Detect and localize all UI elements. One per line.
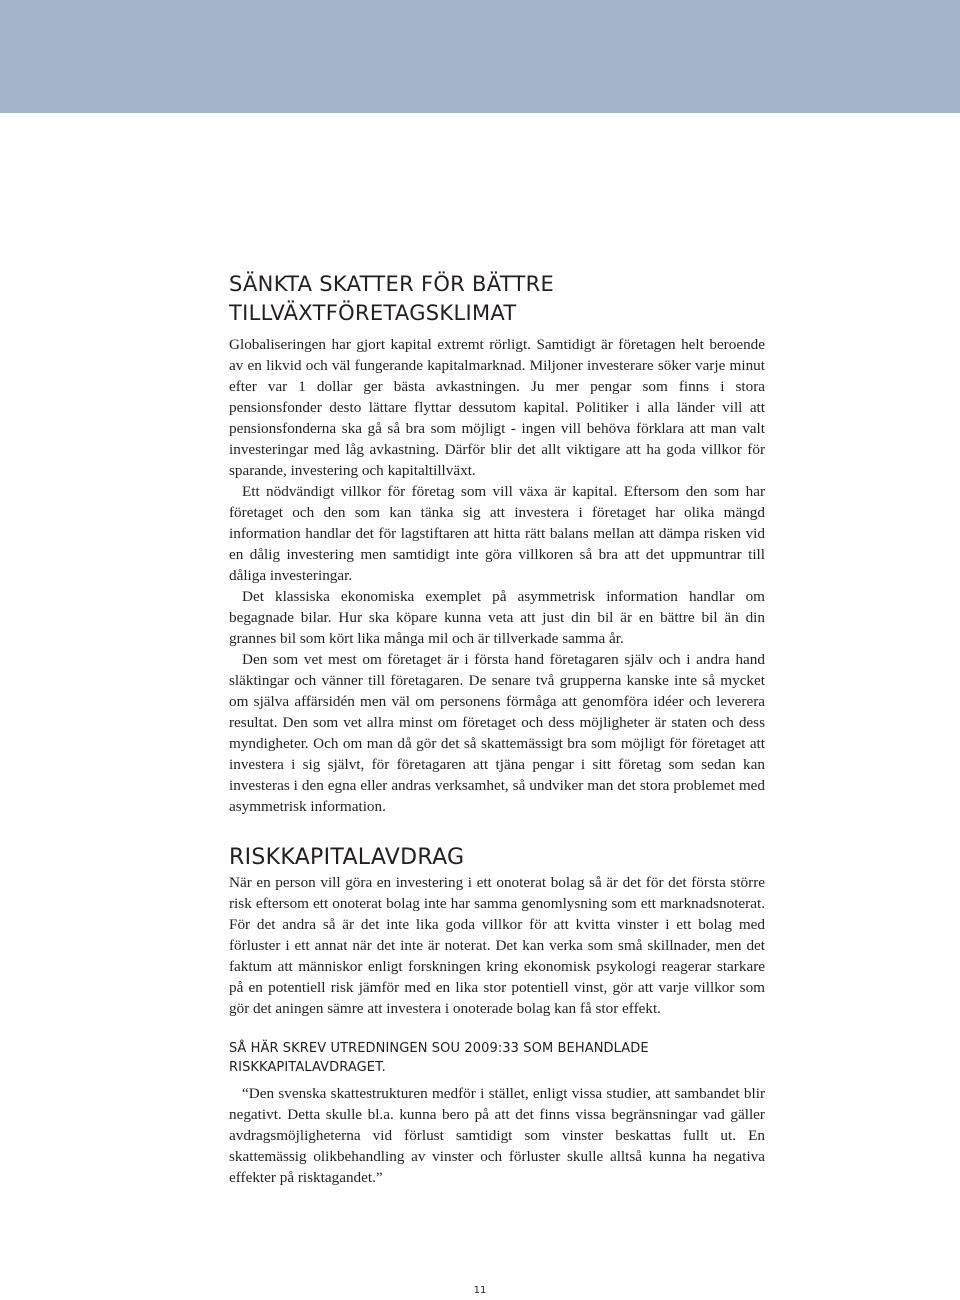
page-number: 11 [473,1285,487,1296]
header-color-band [0,0,960,113]
section-heading-risk-capital: RISKKAPITALAVDRAG [229,845,465,870]
paragraph: Ett nödvändigt villkor för företag som vill växa är kapital. Eftersom den som har företaget och den som kan tänka sig att investera i företaget har olika mängd information handlar det för lagstiftaren att hitta rätt balans mellan att dämpa risken vid en dålig investering men samtidigt inte göra villkoren så bra att det uppmuntrar till dåliga investeringar. [229,483,765,584]
section-heading-tax [229,270,765,328]
subheading-line-1: SÅ HÄR SKREV UTREDNINGEN SOU 2009:33 SOM BEHANDLADE [229,1041,649,1056]
paragraph: Den som vet mest om företaget är i första hand företagaren själv och i andra hand släktingar och vänner till företagaren. De senare två grupperna kanske inte så mycket om själva affärsidén men väl om personens förmåga att genomföra idéer och leverera resultat. Den som vet allra minst om företaget och dess möjligheter är staten och dess myndigheter. Och om man då gör det så skattemässigt bra som möjligt för företaget att investera i sig självt, för företagaren att tjäna pengar i sitt företag som sedan kan investeras i den egna eller andras verksamhet, så undviker man det stora problemet med asymmetrisk information. [229,651,765,815]
subheading-line-2: RISKKAPITALAVDRAGET. [229,1060,386,1075]
article-body [229,270,765,1188]
paragraph: Det klassiska ekonomiska exemplet på asymmetrisk information handlar om begagnade bilar. Hur ska köpare kunna veta att just din bil är en bättre bil än din grannes bil som kört lika många mil och är tillverkade samma år. [229,588,765,647]
block-quote: “Den svenska skattestrukturen medför i stället, enligt vissa studier, att sambandet blir negativt. Detta skulle bl.a. kunna bero på att det finns vissa begränsningar vad gäller avdragsmöjligheterna vid förlust samtidigt som vinster beskattas fullt ut. En skattemässig olikbehandling av vinster och förluster skulle alltså kunna ha negativa effekter på risktagandet.” [229,1085,765,1186]
quote-subheading [229,1039,765,1077]
heading-line-1: SÄNKTA SKATTER FÖR BÄTTRE [229,272,555,296]
paragraph: När en person vill göra en investering i ett onoterat bolag så är det för det första större risk eftersom ett onoterat bolag inte har samma genomlysning som ett marknadsnoterat. För det andra så är det inte lika goda villkor för att kvitta vinster i ett bolag med förluster i ett annat när det inte är noterat. Det kan verka som små skillnader, men det faktum att människor enligt forskningen kring ekonomisk psykologi reagerar starkare på en potentiell risk jämför med en lika stor potentiell vinst, gör att varje villkor som gör det aningen sämre att investera i onoterade bolag kan få stor effekt. [229,874,765,1017]
heading-line-2: TILLVÄXTFÖRETAGSKLIMAT [229,301,517,325]
paragraph: Globaliseringen har gjort kapital extremt rörligt. Samtidigt är företagen helt beroende av en likvid och väl fungerande kapitalmarknad. Miljoner investerare söker varje minut efter var 1 dollar ger bästa avkastningen. Ju mer pengar som finns i stora pensionsfonder desto lättare flyttar dessutom kapital. Politiker i alla länder vill att pensionsfonderna ska gå så bra som möjligt - ingen vill behöva förklara att man valt investeringar med låg avkastning. Därför blir det allt viktigare att ha goda villkor för sparande, investering och kapitaltillväxt. [229,336,765,479]
